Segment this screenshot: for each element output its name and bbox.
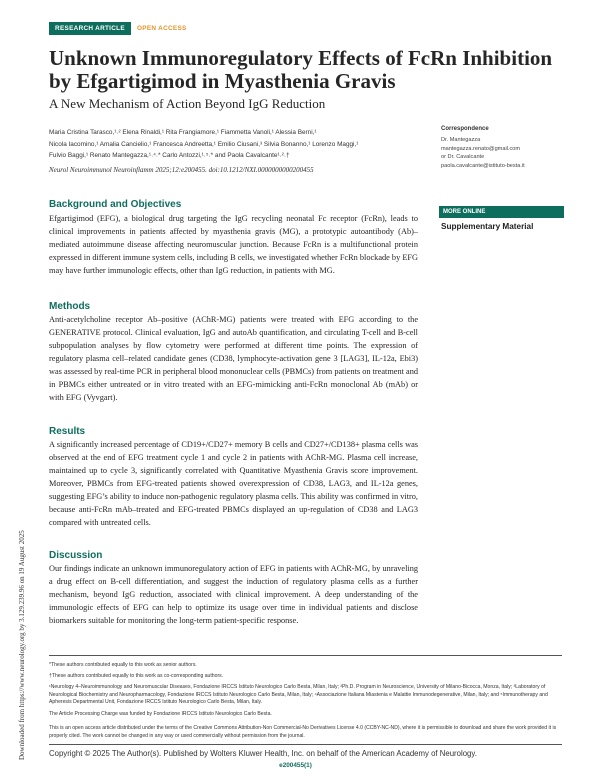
open-access-badge: OPEN ACCESS [137,25,187,32]
footnote-divider [49,655,562,656]
section-text-background: Efgartigimod (EFG), a biological drug targeting the IgG recycling neonatal Fc receptor (FcRn), leads to clinical improvements in patients affected by myasthenia gravis (MG), a prototypic autoantibody (Ab)–mediated autoimmune disease affecting neuromuscular junction. Because FcRn is a multifunctional protein expressed in different immune system cells, including B cells, we investigated whether FcRn blockade by EFG may have further immunologic effects, other than IgG reduction, in patients with MG. [49,214,418,275]
article-type-badge: RESEARCH ARTICLE [49,22,131,35]
correspondence-heading: Correspondence [441,126,489,132]
correspondence-email-2[interactable]: paola.cavalcante@istituto-besta.it [441,162,525,169]
correspondence-email-1[interactable]: mantegazza.renato@gmail.com [441,145,521,152]
author-line-1: Maria Cristina Tarasco,¹˒² Elena Rinaldi,¹ Rita Frangiamore,¹ Fiammetta Vanoli,¹ Alessia Berni,¹ [49,129,317,136]
section-heading-results: Results [49,426,86,437]
author-line-3: Fulvio Baggi,¹ Renato Mantegazza,¹˒⁴˒* Carlo Antozzi,¹˒⁵˒* and Paola Cavalcante¹˒²˒† [49,152,290,159]
section-text-discussion: Our findings indicate an unknown immunoregulatory action of EFG in patients with AChR-MG, by unraveling a drug effect on B-cell differentiation, and suggest the induction of regulatory plasma cells as a further mechanism, beyond IgG reduction, associated with clinical improvement. A deep understanding of the immunologic effects of EFG can help to optimize its usage over time in individual patients and disclose biomarkers suitable for monitoring the long-term patient-specific response. [49,564,418,625]
download-watermark: Downloaded from https://www.neurology.org by 3.129.239.96 on 19 August 2025 [18,530,26,760]
author-list [49,127,424,162]
correspondence-name-2: or Dr. Cavalcante [441,154,485,160]
section-heading-background: Background and Objectives [49,199,182,210]
copyright-notice: Copyright © 2025 The Author(s). Published by Wolters Kluwer Health, Inc. on behalf of the American Academy of Neurology. [49,749,477,758]
footnote-affiliations: ¹Neurology 4–Neuroimmunology and Neuromuscular Diseases, Fondazione IRCCS Istituto Neurologico Carlo Besta, Milan, Italy; ²Ph.D. Program in Neuroscience, University of Milano-Bicocca, Monza, Italy; ³Laboratory of Neurological Biochemistry and Neuropharmacology, Fondazione IRCCS Istituto Neurologico Carlo Besta, Milan, Italy; ⁴Associazione Italiana Miastenia e Malattie Immunodegenerative, Milan, Italy; and ⁵Immunotherapy and Apheresis Departmental Unit, Fondazione IRCCS Istituto Neurologico Carlo Besta, Milan, Italy. [49,684,548,705]
supplementary-material-link[interactable]: Supplementary Material [441,222,534,231]
article-subtitle: A New Mechanism of Action Beyond IgG Reduction [49,96,326,111]
footer-divider [49,744,562,745]
section-text-results: A significantly increased percentage of CD19+/CD27+ memory B cells and CD27+/CD138+ plasma cells was observed at the end of EFG treatment cycle 1 and cycle 2 in patients with AChR-MG. Plasma cell increase, maintained up to cycle 3, significantly correlated with Quantitative Myasthenia Gravis score improvement. Moreover, PBMCs from EFG-treated patients showed overexpression of CD38, LAG3, and IL-12a genes, suggesting EFG’s ability to induce non-pathogenic regulatory plasma cells. This ability was confirmed in vitro, because anti-FcRn mAb–treated and EFG-treated PBMCs displayed an up-regulation of CD38 and LAG3 compared with untreated cells. [49,440,418,527]
page-identifier: e200455(1) [279,762,312,769]
author-line-2: Nicola Iacomino,¹ Amalia Cancielio,¹ Francesca Andreetta,¹ Emilio Ciusani,³ Silvia Bonanno,¹ Lorenzo Maggi,¹ [49,140,359,148]
more-online-label: MORE ONLINE [439,206,564,218]
correspondence-details [441,136,561,170]
footnote-co-corresponding: †These authors contributed equally to this work as co-corresponding authors. [49,673,224,679]
footnote-senior-authors: *These authors contributed equally to this work as senior authors. [49,662,197,668]
citation-line: Neurol Neuroimmunol Neuroinflamm 2025;12:e200455. doi:10.1212/NXI.0000000000200455 [49,166,314,174]
correspondence-name-1: Dr. Mantegazza [441,137,481,143]
section-heading-methods: Methods [49,301,91,312]
section-heading-discussion: Discussion [49,550,103,561]
article-title: Unknown Immunoregulatory Effects of FcRn Inhibition by Efgartigimod in Myasthenia Gravis [49,46,553,93]
footnote-license: This is an open access article distributed under the terms of the Creative Commons Attribution-Non Commercial-No Derivatives License 4.0 (CCBY-NC-ND), where it is permissible to download and share the work provided it is properly cited. The work cannot be changed in any way or used commercially without permission from the journal. [49,725,557,739]
section-text-methods: Anti-acetylcholine receptor Ab–positive (AChR-MG) patients were treated with EFG according to the GENERATIVE protocol. Clinical evaluation, IgG and autoAb quantification, and circulating T-cell and B-cell subpopulation analyses by flow cytometry were performed at different time points. The expression of regulatory plasma cell–related candidate genes (CD38, lymphocyte-activation gene 3 [LAG3], IL-12a, Ebi3) was assessed by real-time PCR in peripheral blood mononuclear cells (PBMCs) from patients on treatment and in PBMCs either untreated or in vitro treated with an EFG-mimicking anti-FcRn monoclonal Ab (mAb) or with EFG (Vyvgart). [49,315,418,402]
footnote-funding: The Article Processing Charge was funded by Fondazione IRCCS Istituto Neurologico Carlo Besta. [49,711,272,717]
